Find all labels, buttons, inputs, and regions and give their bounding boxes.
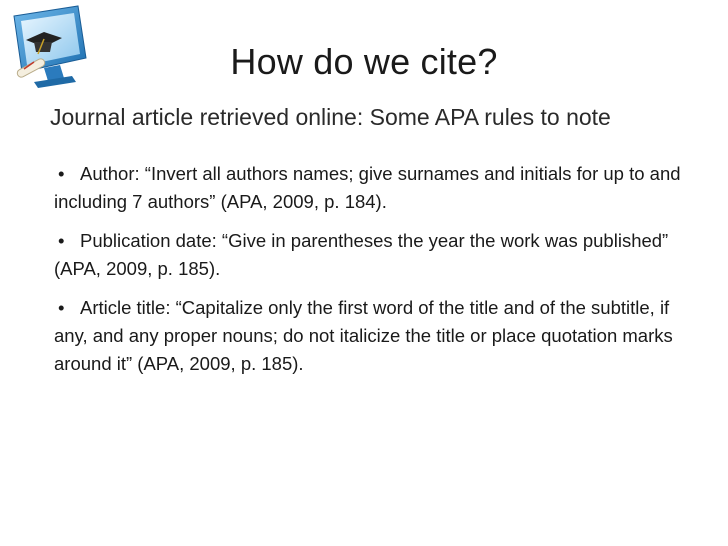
- slide-title: How do we cite?: [230, 41, 498, 82]
- bullet-icon: •: [58, 163, 65, 184]
- bullet-text: Author: “Invert all authors names; give surnames and initials for up to and including 7 authors” (APA, 2009, p. 184).: [54, 163, 681, 212]
- slide-subtitle: Journal article retrieved online: Some APA rules to note: [50, 104, 611, 130]
- bullet-text: Article title: “Capitalize only the first word of the title and of the subtitle, if any, and any proper nouns; do not italicize the title or place quotation marks around it” (APA, 2009, p. 185).: [54, 297, 673, 374]
- bullet-item: [54, 227, 692, 283]
- bullet-item: [54, 160, 692, 216]
- bullet-icon: •: [58, 230, 65, 251]
- bullet-item: [54, 294, 692, 378]
- bullet-text: Publication date: “Give in parentheses the year the work was published” (APA, 2009, p. 185).: [54, 230, 669, 279]
- bullet-icon: •: [58, 297, 65, 318]
- bullet-list: [54, 160, 692, 389]
